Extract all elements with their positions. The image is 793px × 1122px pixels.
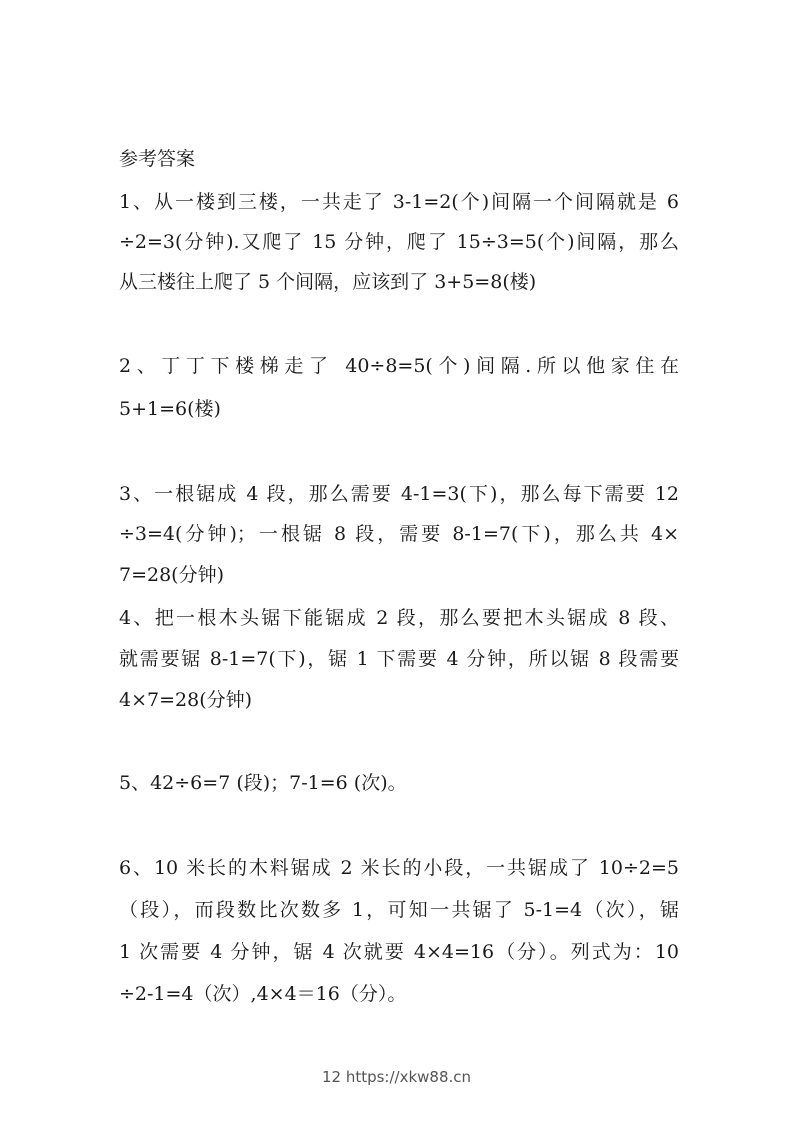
answer-line: 4×7=28(分钟): [119, 689, 253, 711]
answer-line: ÷2-1=4（次）,4×4＝16（分）。: [119, 983, 407, 1005]
answer-line: 1 次需要 4 分钟，锯 4 次就要 4×4=16（分）。列式为：10: [119, 941, 679, 963]
page-title: 参考答案: [119, 148, 196, 170]
answer-line: 就需要锯 8-1=7(下)，锯 1 下需要 4 分钟，所以锯 8 段需要: [119, 648, 679, 670]
answer-line: ÷2=3(分钟).又爬了 15 分钟，爬了 15÷3=5(个)间隔，那么: [119, 231, 679, 253]
answer-line: 从三楼往上爬了 5 个间隔，应该到了 3+5=8(楼): [119, 271, 537, 293]
answer-line: 5+1=6(楼): [119, 398, 221, 420]
answer-line: 2、丁丁下楼梯走了 40÷8=5(个)间隔.所以他家住在: [119, 355, 679, 377]
answer-line: 3、一根锯成 4 段，那么需要 4-1=3(下)，那么每下需要 12: [119, 483, 679, 505]
answer-line: 4、把一根木头锯下能锯成 2 段，那么要把木头锯成 8 段、: [119, 607, 679, 629]
page-footer: 12 https://xkw88.cn: [321, 1068, 472, 1086]
answer-line: ÷3=4(分钟)；一根锯 8 段，需要 8-1=7(下)，那么共 4×: [119, 523, 679, 545]
answer-line: （段），而段数比次数多 1，可知一共锯了 5-1=4（次），锯: [119, 899, 679, 921]
answer-line: 7=28(分钟): [119, 564, 225, 586]
answer-line: 1、从一楼到三楼，一共走了 3-1=2(个)间隔一个间隔就是 6: [119, 191, 679, 213]
answer-line: 5、42÷6=7 (段)；7-1=6 (次)。: [119, 772, 407, 794]
answer-line: 6、10 米长的木料锯成 2 米长的小段，一共锯成了 10÷2=5: [119, 857, 679, 879]
